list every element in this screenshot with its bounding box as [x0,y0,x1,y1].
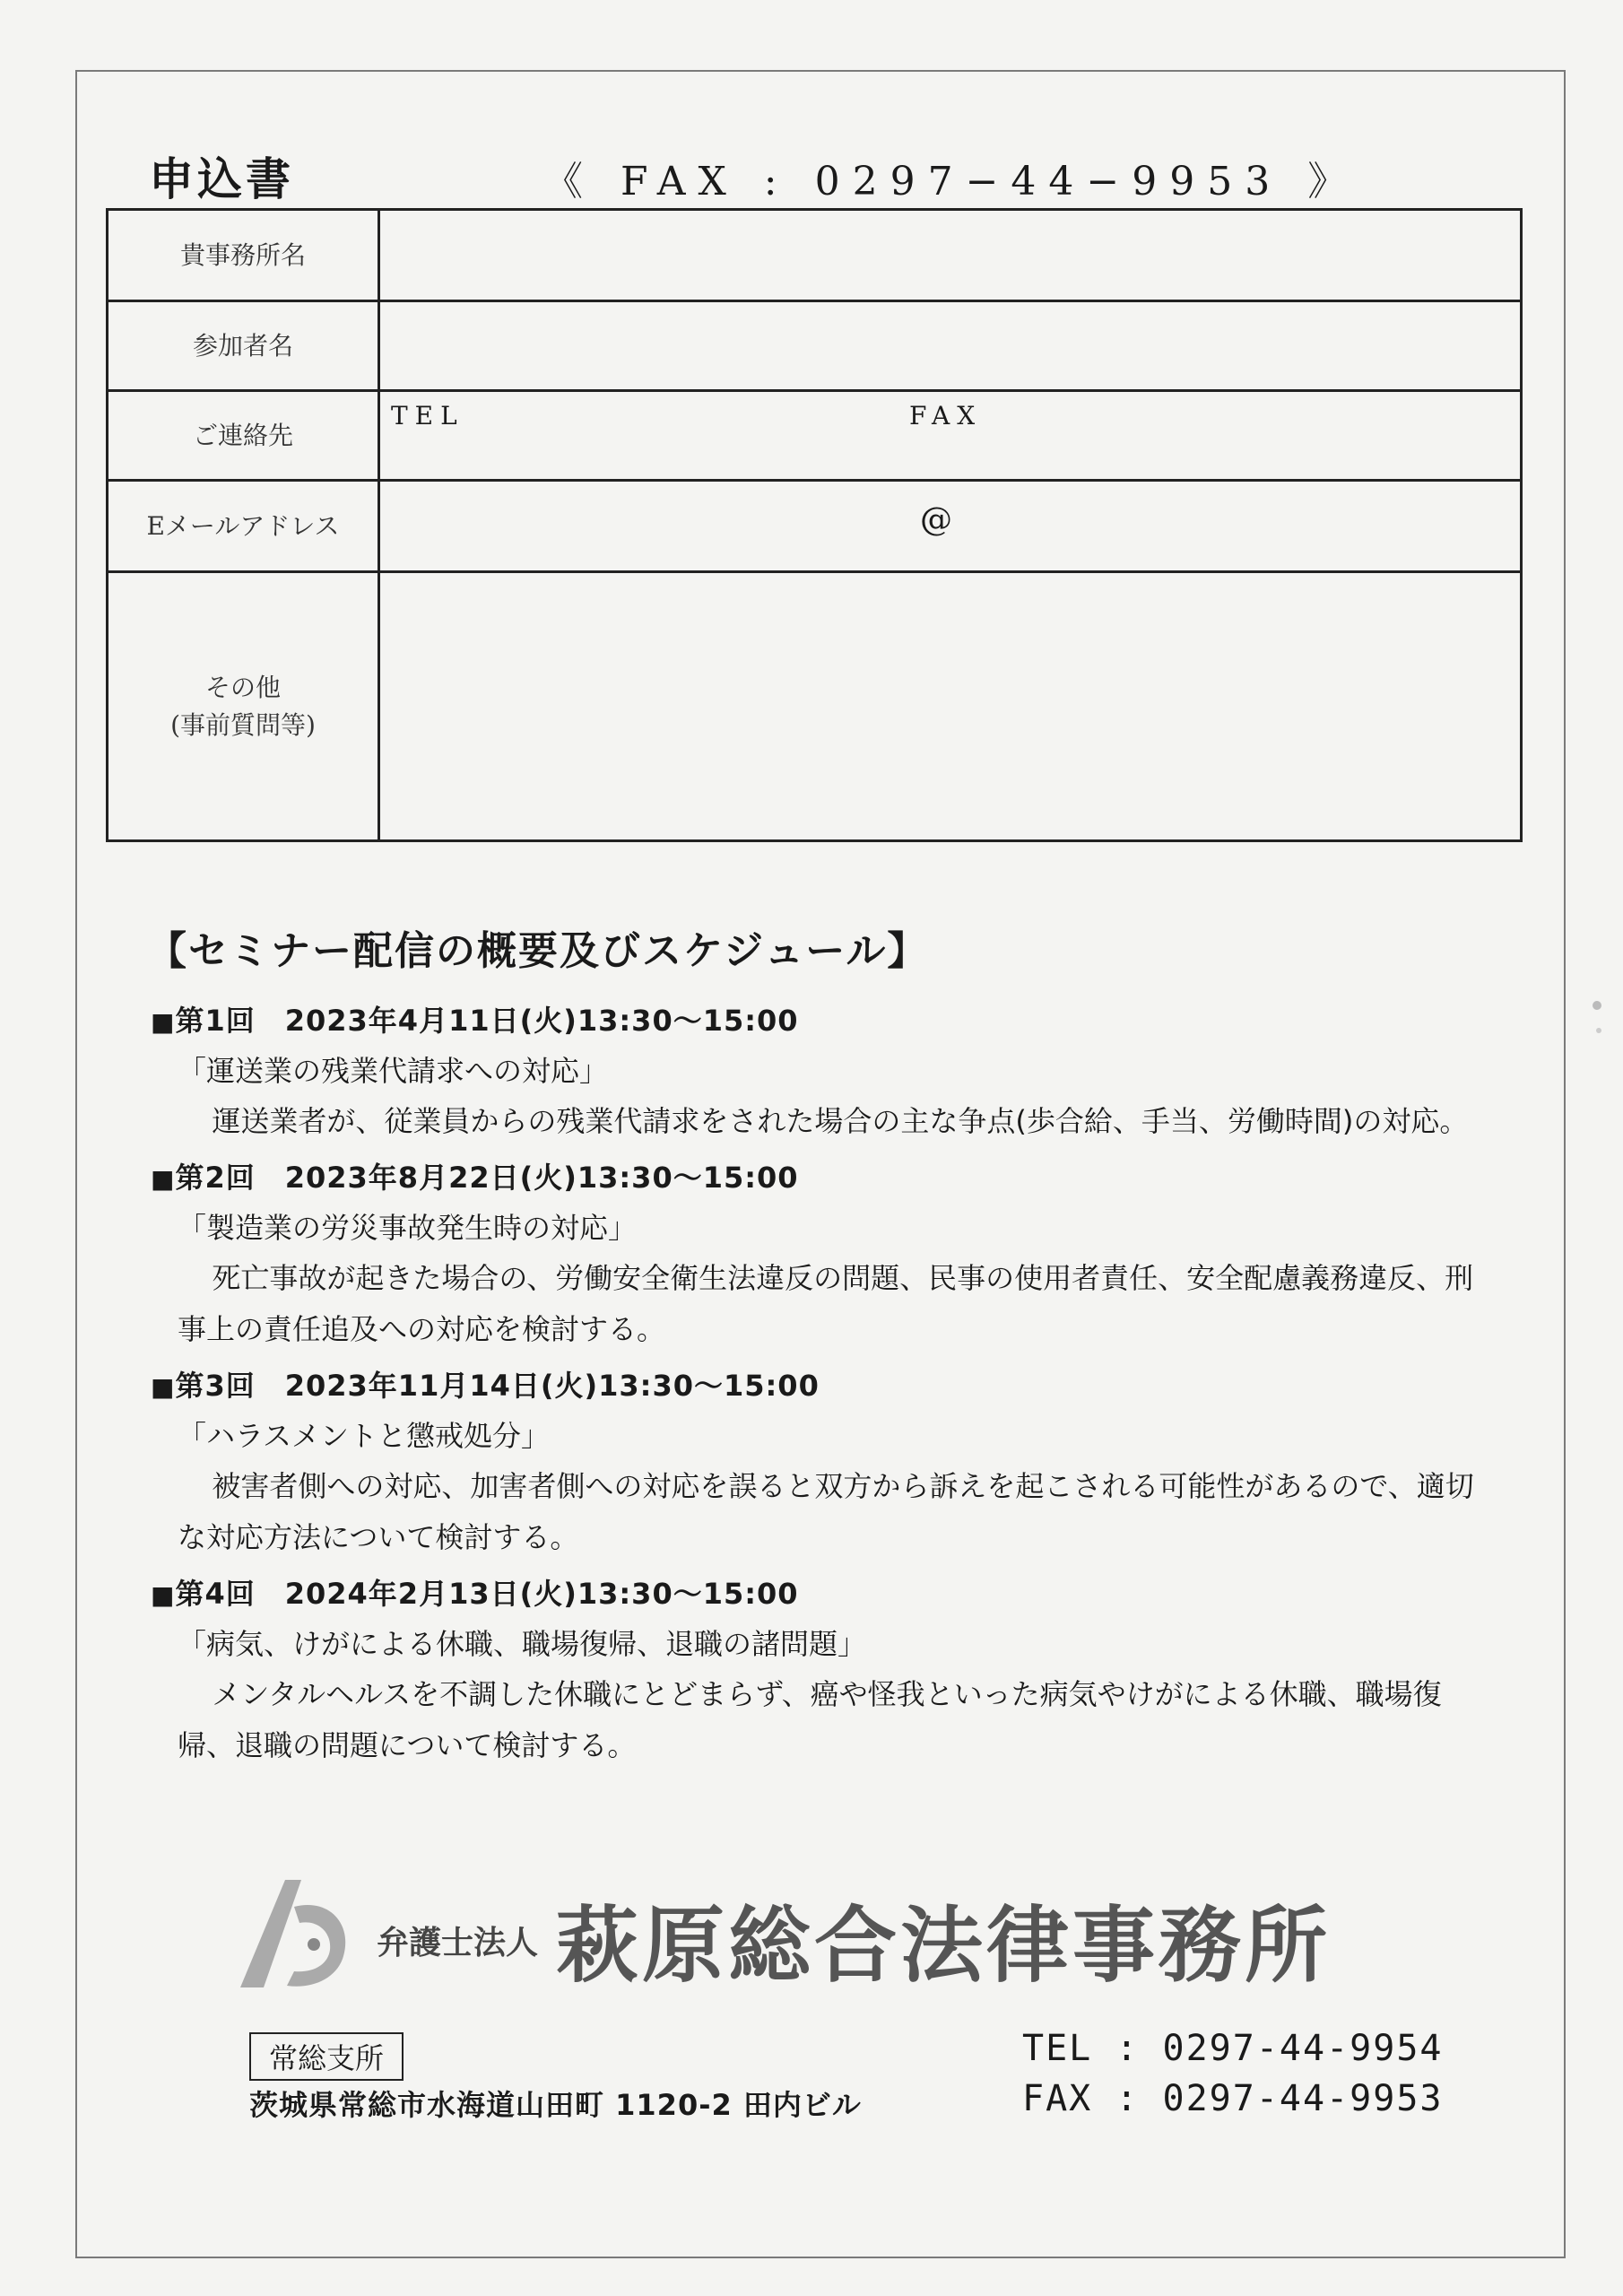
firm-logo-icon [231,1871,357,1996]
session-topic: 「ハラスメントと懲戒処分」 [178,1419,551,1453]
session-topic: 「製造業の労災事故発生時の対応」 [178,1211,638,1245]
session-description: 運送業者が、従業員からの残業代請求をされた場合の主な争点(歩合給、手当、労働時間)の対応。 [212,1104,1469,1138]
form-row-office [108,210,1522,301]
bullet-square-icon: ■ [151,1372,176,1402]
form-row-other [108,572,1522,841]
session-heading [151,1152,1496,1203]
session-item [151,1361,1496,1563]
other-label [108,572,379,841]
branch-label: 常総支所 [249,2032,404,2081]
session-date: 第4回 2024年2月13日(火)13:30〜15:00 [175,1577,799,1611]
firm-name: 萩原総合法律事務所 [556,1898,1332,1994]
participant-name-label: 参加者名 [108,301,379,391]
at-sign: @ [920,501,952,538]
session-topic: 「運送業の残業代請求への対応」 [178,1054,609,1088]
form-row-contact [108,391,1522,481]
contact-field[interactable] [379,391,1522,481]
fax-label: FAX [909,401,983,430]
form-title: 申込書 [149,153,294,205]
session-list [151,996,1496,1777]
bullet-square-icon: ■ [151,1580,176,1610]
session-heading [151,996,1496,1046]
session-description: 死亡事故が起きた場合の、労働安全衛生法違反の問題、民事の使用者責任、安全配慮義務違反、刑事上の責任追及への対応を検討する。 [178,1261,1474,1346]
participant-name-field[interactable] [379,301,1522,391]
firm-type: 弁護士法人 [377,1925,539,1961]
scan-speck [1596,1028,1601,1033]
tel-label: TEL [391,401,464,430]
session-item [151,996,1496,1147]
email-field[interactable] [379,481,1522,572]
session-date: 第1回 2023年4月11日(火)13:30〜15:00 [175,1004,799,1038]
other-label-line2: (事前質問等) [170,709,316,740]
firm-tel: TEL : 0297-44-9954 [1022,2028,1444,2069]
firm-contact [1022,2023,1443,2124]
session-heading [151,1361,1496,1411]
session-date: 第2回 2023年8月22日(火)13:30〜15:00 [175,1161,799,1195]
scan-speck [1593,1001,1601,1010]
contact-label: ご連絡先 [108,391,379,481]
other-label-line1: その他 [204,672,281,702]
form-row-participant [108,301,1522,391]
session-item [151,1152,1496,1355]
session-description: メンタルヘルスを不調した休職にとどまらず、癌や怪我といった病気やけがによる休職、職場復帰、退職の問題について検討する。 [178,1677,1442,1762]
email-label: Eメールアドレス [108,481,379,572]
session-item [151,1569,1496,1771]
session-date: 第3回 2023年11月14日(火)13:30〜15:00 [175,1369,820,1403]
session-topic: 「病気、けがによる休職、職場復帰、退職の諸問題」 [178,1627,867,1661]
office-name-label: 貴事務所名 [108,210,379,301]
office-name-field[interactable] [379,210,1522,301]
session-description: 被害者側への対応、加害者側への対応を誤ると双方から訴えを起こされる可能性があるので、適切な対応方法について検討する。 [178,1469,1474,1554]
application-form-table [106,208,1523,842]
firm-fax: FAX : 0297-44-9953 [1022,2078,1444,2119]
bullet-square-icon: ■ [151,1164,176,1194]
bullet-square-icon: ■ [151,1007,176,1037]
session-heading [151,1569,1496,1619]
firm-address: 茨城県常総市水海道山田町 1120-2 田内ビル [249,2088,862,2122]
other-questions-field[interactable] [379,572,1522,841]
schedule-title: 【セミナー配信の概要及びスケジュール】 [147,928,929,974]
form-row-email [108,481,1522,572]
fax-number-header: 《 FAX : 0297−44−9953 》 [543,159,1360,204]
